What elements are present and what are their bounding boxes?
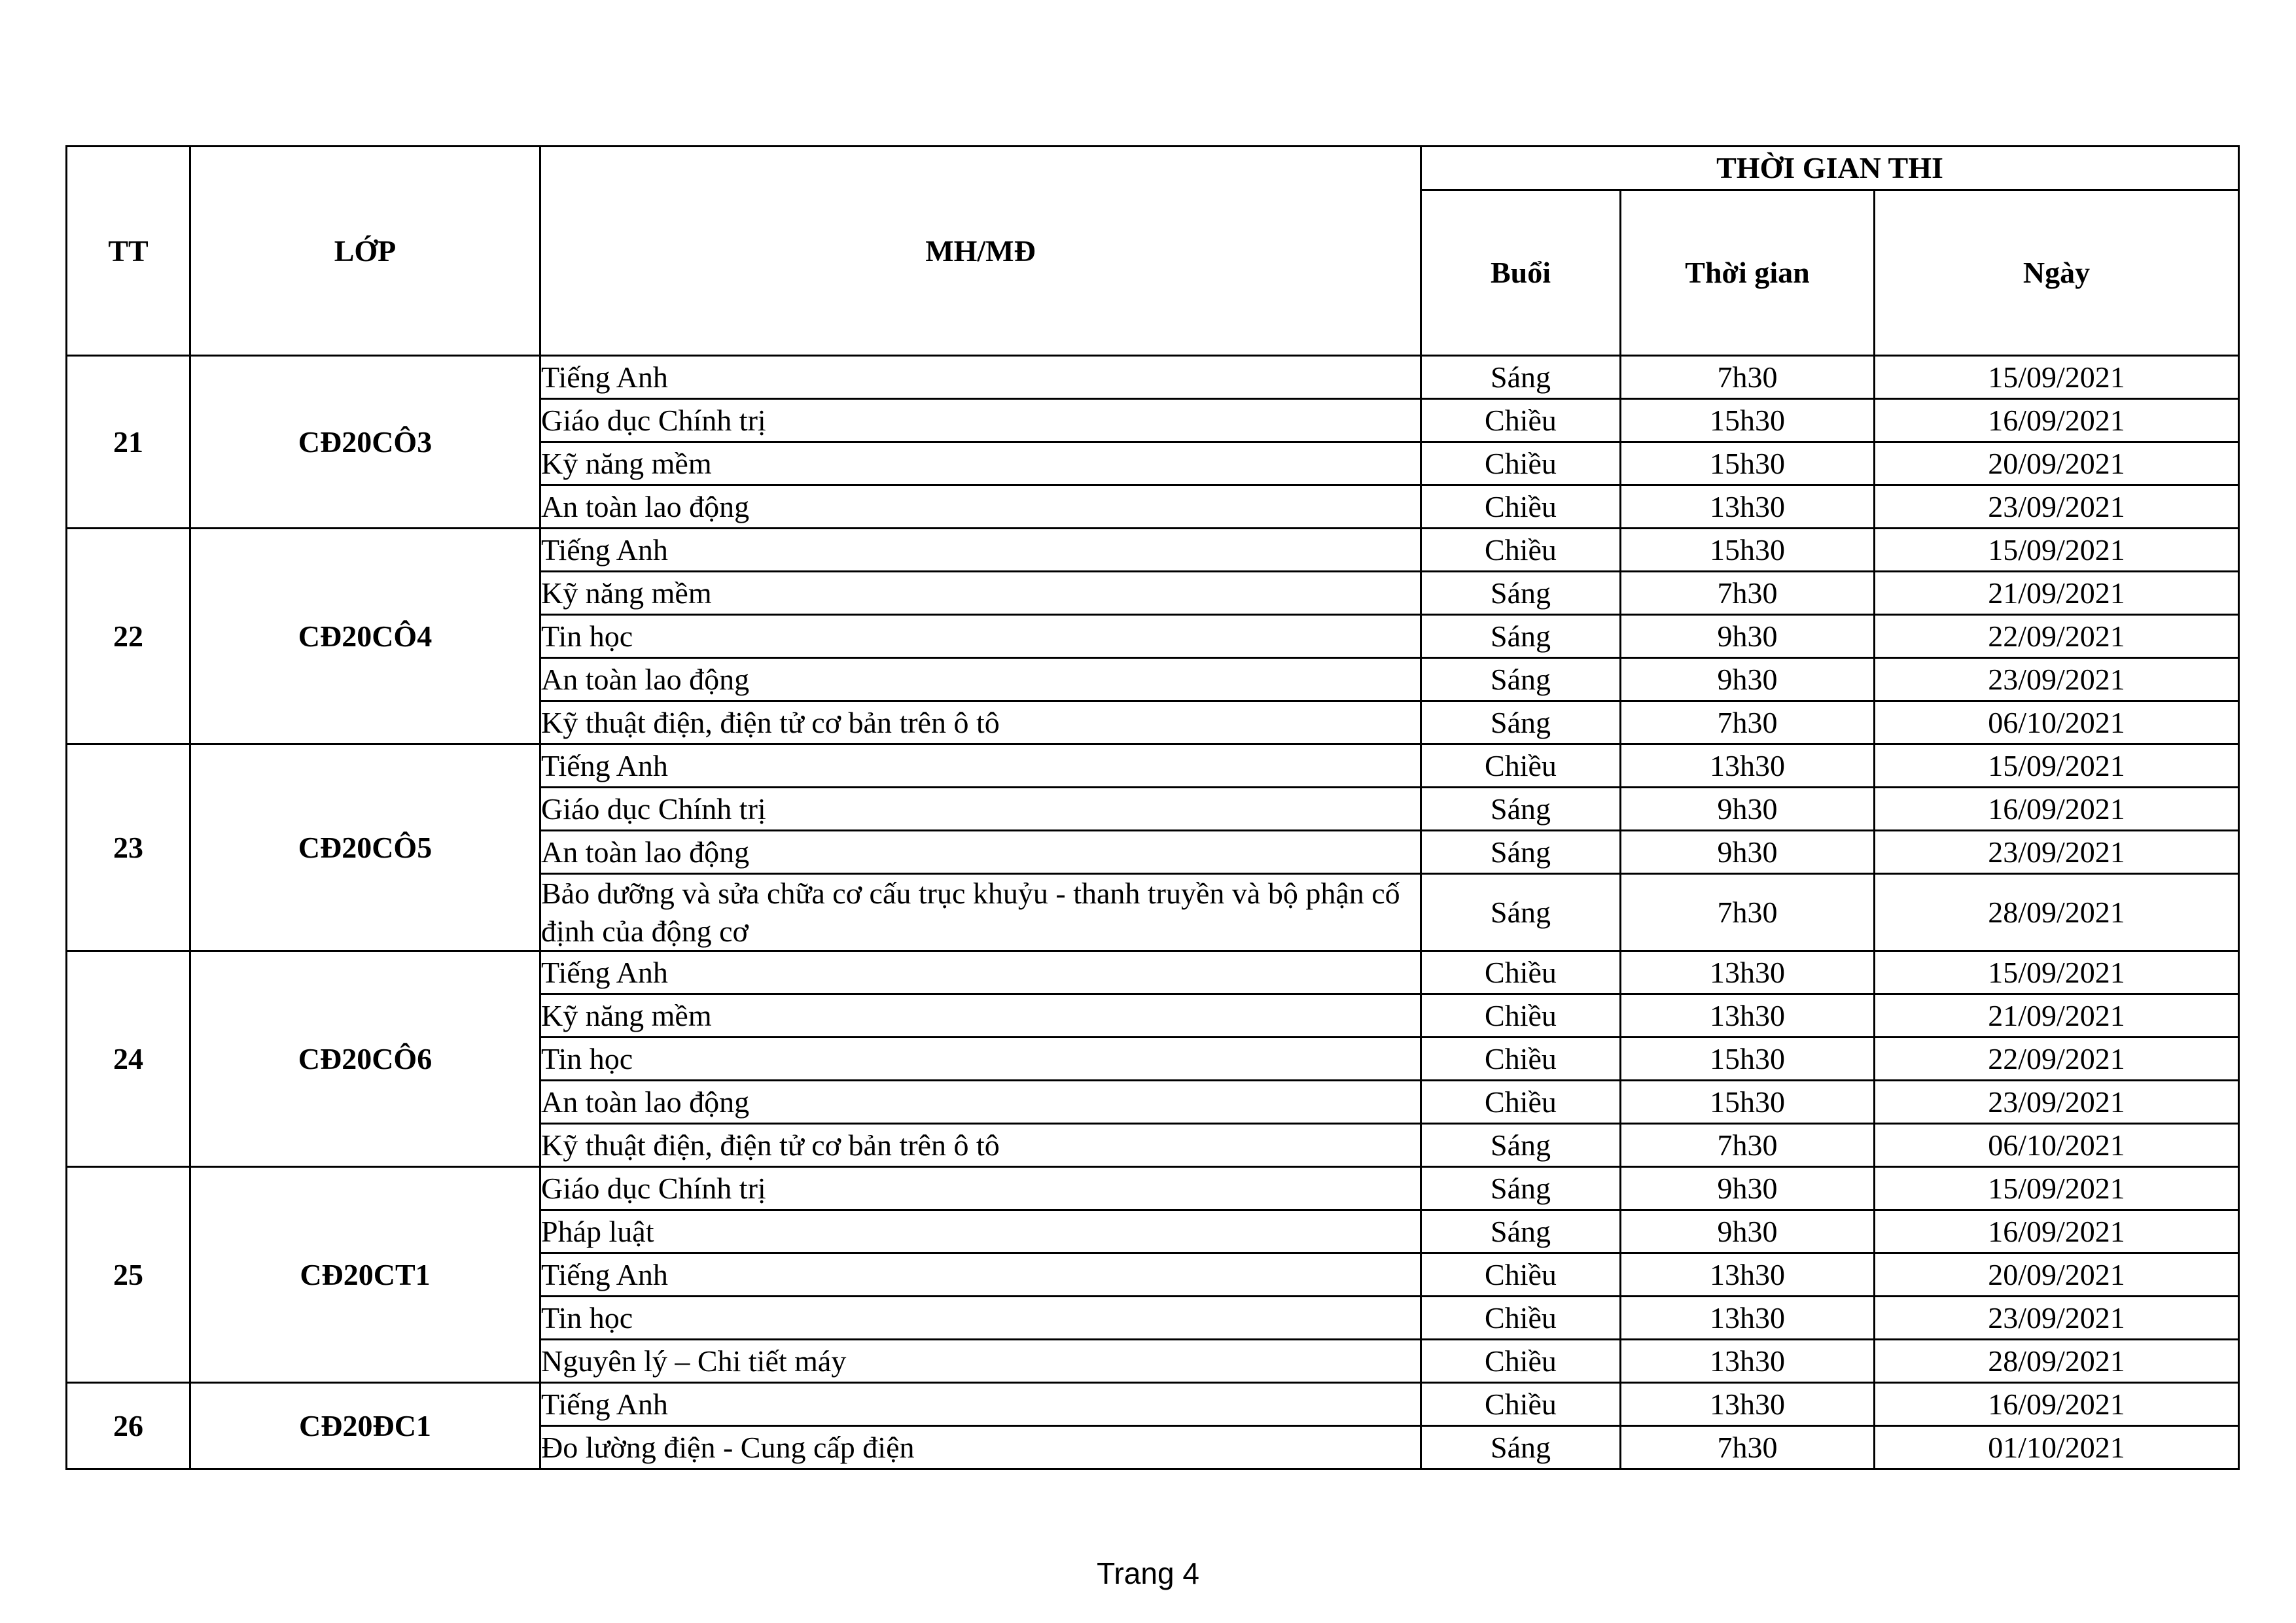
cell-session: Sáng [1421,1167,1621,1210]
cell-subject: Tin học [540,615,1421,658]
cell-subject: Tin học [540,1038,1421,1081]
header-date: Ngày [1875,190,2239,356]
cell-session: Sáng [1421,356,1621,399]
cell-subject: Pháp luật [540,1210,1421,1253]
table-row [67,1167,2239,1210]
cell-session: Sáng [1421,1210,1621,1253]
cell-tt: 25 [67,1167,190,1383]
cell-subject: Giáo dục Chính trị [540,399,1421,442]
cell-tt: 22 [67,529,190,744]
header-session: Buổi [1421,190,1621,356]
cell-date: 28/09/2021 [1875,874,2239,951]
cell-session: Chiều [1421,951,1621,994]
cell-date: 20/09/2021 [1875,1253,2239,1297]
cell-tt: 23 [67,744,190,951]
header-exam-time: THỜI GIAN THI [1421,147,2239,190]
cell-time: 9h30 [1621,1210,1875,1253]
cell-date: 21/09/2021 [1875,994,2239,1038]
cell-session: Chiều [1421,1340,1621,1383]
cell-date: 06/10/2021 [1875,701,2239,744]
cell-class: CĐ20CÔ6 [190,951,540,1167]
cell-session: Sáng [1421,658,1621,701]
cell-date: 16/09/2021 [1875,788,2239,831]
cell-subject: Tin học [540,1297,1421,1340]
cell-date: 01/10/2021 [1875,1426,2239,1469]
cell-time: 13h30 [1621,994,1875,1038]
cell-subject: Kỹ năng mềm [540,994,1421,1038]
cell-time: 9h30 [1621,615,1875,658]
cell-subject: Giáo dục Chính trị [540,1167,1421,1210]
cell-date: 15/09/2021 [1875,951,2239,994]
cell-session: Chiều [1421,442,1621,485]
cell-date: 06/10/2021 [1875,1124,2239,1167]
cell-tt: 26 [67,1383,190,1469]
cell-time: 7h30 [1621,701,1875,744]
cell-date: 16/09/2021 [1875,1383,2239,1426]
cell-time: 15h30 [1621,399,1875,442]
cell-subject: Nguyên lý – Chi tiết máy [540,1340,1421,1383]
cell-time: 7h30 [1621,874,1875,951]
cell-class: CĐ20CÔ3 [190,356,540,529]
cell-date: 22/09/2021 [1875,1038,2239,1081]
cell-date: 23/09/2021 [1875,485,2239,529]
cell-time: 9h30 [1621,1167,1875,1210]
cell-class: CĐ20CÔ4 [190,529,540,744]
cell-subject: Kỹ năng mềm [540,442,1421,485]
cell-session: Sáng [1421,874,1621,951]
cell-session: Sáng [1421,572,1621,615]
cell-time: 13h30 [1621,1253,1875,1297]
cell-subject: Tiếng Anh [540,951,1421,994]
cell-session: Chiều [1421,485,1621,529]
cell-time: 13h30 [1621,485,1875,529]
cell-subject: Tiếng Anh [540,356,1421,399]
cell-time: 7h30 [1621,1124,1875,1167]
cell-session: Chiều [1421,1253,1621,1297]
cell-time: 15h30 [1621,1081,1875,1124]
cell-date: 15/09/2021 [1875,529,2239,572]
cell-session: Chiều [1421,744,1621,788]
header-subject: MH/MĐ [540,147,1421,356]
table-row [67,951,2239,994]
cell-time: 7h30 [1621,572,1875,615]
cell-date: 28/09/2021 [1875,1340,2239,1383]
cell-session: Sáng [1421,1426,1621,1469]
cell-session: Chiều [1421,1383,1621,1426]
cell-session: Chiều [1421,529,1621,572]
exam-schedule-table [65,145,2240,1470]
cell-session: Chiều [1421,994,1621,1038]
cell-date: 23/09/2021 [1875,831,2239,874]
cell-subject: An toàn lao động [540,1081,1421,1124]
cell-date: 15/09/2021 [1875,356,2239,399]
header-time: Thời gian [1621,190,1875,356]
table-row [67,744,2239,788]
table-row [67,356,2239,399]
cell-time: 13h30 [1621,1383,1875,1426]
cell-date: 15/09/2021 [1875,1167,2239,1210]
cell-tt: 24 [67,951,190,1167]
cell-date: 20/09/2021 [1875,442,2239,485]
cell-date: 16/09/2021 [1875,1210,2239,1253]
cell-subject: Đo lường điện - Cung cấp điện [540,1426,1421,1469]
cell-class: CĐ20ĐC1 [190,1383,540,1469]
cell-session: Sáng [1421,831,1621,874]
cell-time: 13h30 [1621,1340,1875,1383]
cell-date: 21/09/2021 [1875,572,2239,615]
cell-subject: Bảo dưỡng và sửa chữa cơ cấu trục khuỷu - thanh truyền và bộ phận cố định của động cơ [540,874,1421,951]
cell-session: Sáng [1421,701,1621,744]
cell-subject: Tiếng Anh [540,1383,1421,1426]
cell-tt: 21 [67,356,190,529]
cell-time: 15h30 [1621,442,1875,485]
cell-subject: Tiếng Anh [540,529,1421,572]
cell-date: 23/09/2021 [1875,1081,2239,1124]
cell-date: 22/09/2021 [1875,615,2239,658]
cell-subject: Tiếng Anh [540,744,1421,788]
table-header [67,147,2239,356]
cell-subject: An toàn lao động [540,831,1421,874]
cell-time: 15h30 [1621,529,1875,572]
cell-subject: Kỹ năng mềm [540,572,1421,615]
cell-time: 9h30 [1621,788,1875,831]
cell-session: Chiều [1421,1081,1621,1124]
cell-date: 23/09/2021 [1875,1297,2239,1340]
cell-time: 13h30 [1621,1297,1875,1340]
cell-subject: Kỹ thuật điện, điện tử cơ bản trên ô tô [540,701,1421,744]
cell-class: CĐ20CT1 [190,1167,540,1383]
cell-session: Chiều [1421,1038,1621,1081]
cell-date: 23/09/2021 [1875,658,2239,701]
cell-date: 16/09/2021 [1875,399,2239,442]
cell-session: Chiều [1421,1297,1621,1340]
cell-time: 9h30 [1621,658,1875,701]
cell-time: 7h30 [1621,356,1875,399]
table-row [67,1383,2239,1426]
cell-session: Chiều [1421,399,1621,442]
cell-subject: Tiếng Anh [540,1253,1421,1297]
cell-subject: An toàn lao động [540,485,1421,529]
cell-date: 15/09/2021 [1875,744,2239,788]
cell-session: Sáng [1421,788,1621,831]
table-body [67,356,2239,1469]
cell-time: 13h30 [1621,744,1875,788]
cell-time: 13h30 [1621,951,1875,994]
cell-class: CĐ20CÔ5 [190,744,540,951]
cell-subject: Giáo dục Chính trị [540,788,1421,831]
table-row [67,529,2239,572]
cell-subject: Kỹ thuật điện, điện tử cơ bản trên ô tô [540,1124,1421,1167]
cell-time: 7h30 [1621,1426,1875,1469]
header-lop: LỚP [190,147,540,356]
cell-subject: An toàn lao động [540,658,1421,701]
page-number: Trang 4 [1097,1556,1199,1590]
header-tt: TT [67,147,190,356]
cell-session: Sáng [1421,615,1621,658]
cell-time: 15h30 [1621,1038,1875,1081]
cell-session: Sáng [1421,1124,1621,1167]
cell-time: 9h30 [1621,831,1875,874]
